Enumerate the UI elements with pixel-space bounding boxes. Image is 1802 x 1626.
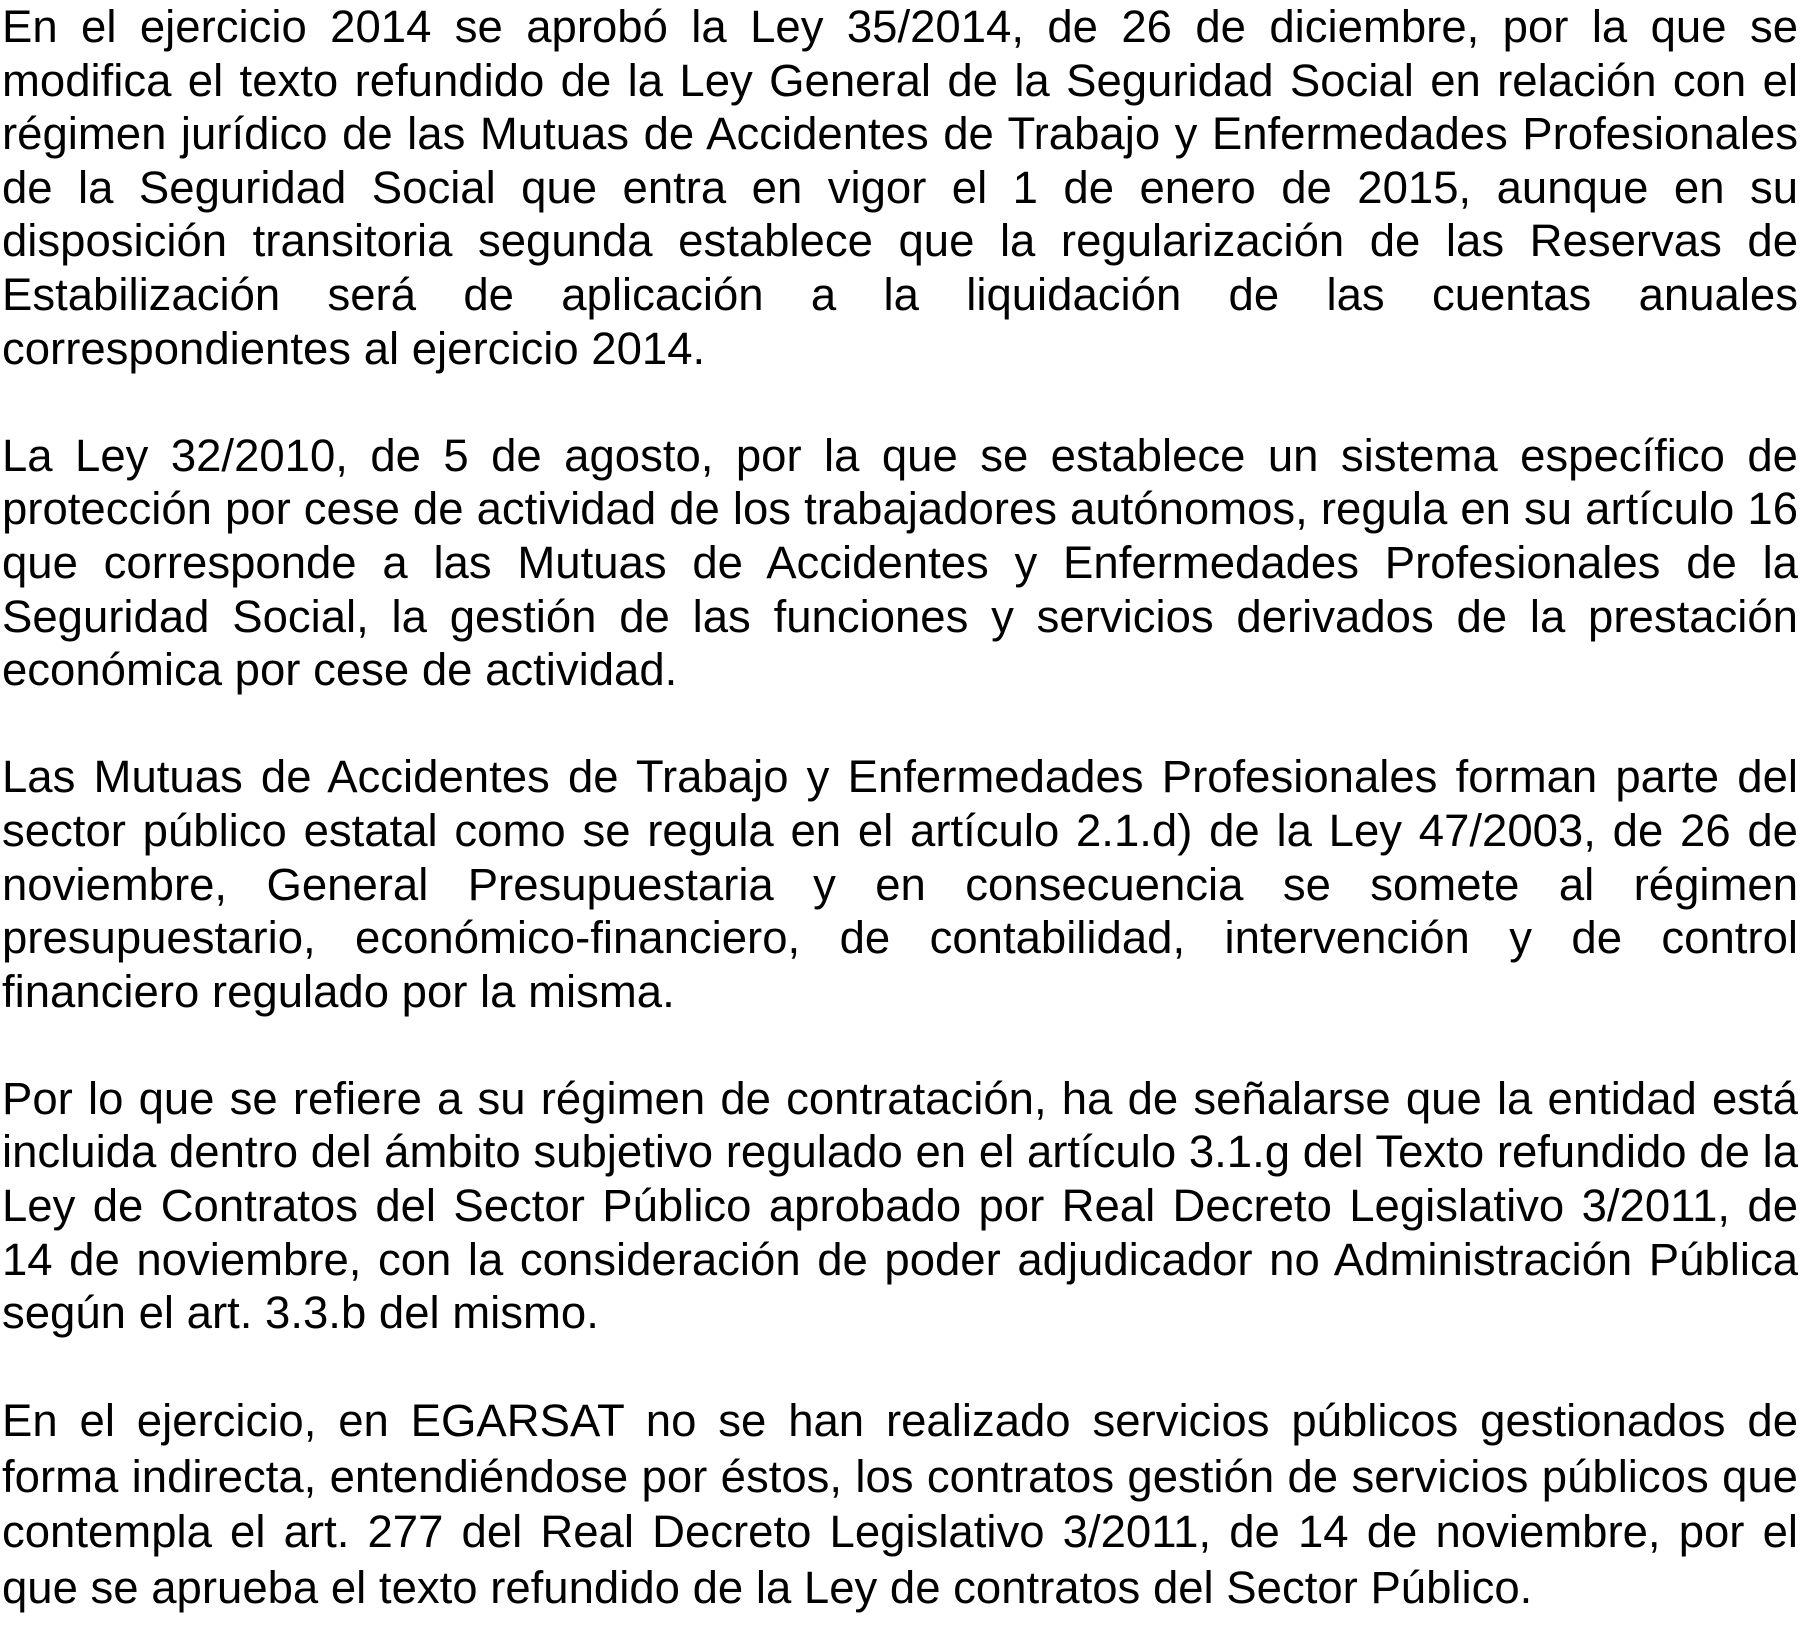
paragraph-sector-publico: Las Mutuas de Accidentes de Trabajo y Enfermedades Profesionales forman parte del sector público estatal como se regula en el artículo 2.1.d) de la Ley 47/2003, de 26 de noviembre, General Presupuestaria y en consecuencia se somete al régimen presupuestario, económico-financiero, de contabilidad, intervención y de control financiero regulado por la misma. — [2, 751, 1798, 1017]
document-page — [2, 0, 1798, 1615]
paragraph-ley-35-2014: En el ejercicio 2014 se aprobó la Ley 35/2014, de 26 de diciembre, por la que se modifica el texto refundido de la Ley General de la Seguridad Social en relación con el régimen jurídico de las Mutuas de Accidentes de Trabajo y Enfermedades Profesionales de la Seguridad Social que entra en vigor el 1 de enero de 2015, aunque en su disposición transitoria segunda establece que la regularización de las Reservas de Estabilización será de aplicación a la liquidación de las cuentas anuales correspondientes al ejercicio 2014. — [2, 1, 1798, 374]
paragraph-ley-32-2010: La Ley 32/2010, de 5 de agosto, por la que se establece un sistema específico de protección por cese de actividad de los trabajadores autónomos, regula en su artículo 16 que corresponde a las Mutuas de Accidentes y Enfermedades Profesionales de la Seguridad Social, la gestión de las funciones y servicios derivados de la prestación económica por cese de actividad. — [2, 429, 1798, 696]
paragraph-regimen-contratacion: Por lo que se refiere a su régimen de contratación, ha de señalarse que la entidad está incluida dentro del ámbito subjetivo regulado en el artículo 3.1.g del Texto refundido de la Ley de Contratos del Sector Público aprobado por Real Decreto Legislativo 3/2011, de 14 de noviembre, con la consideración de poder adjudicador no Administración Pública según el art. 3.3.b del mismo. — [2, 1072, 1798, 1339]
paragraph-servicios-publicos: En el ejercicio, en EGARSAT no se han realizado servicios públicos gestionados de forma indirecta, entendiéndose por éstos, los contratos gestión de servicios públicos que contempla el art. 277 del Real Decreto Legislativo 3/2011, de 14 de noviembre, por el que se aprueba el texto refundido de la Ley de contratos del Sector Público. — [2, 1395, 1798, 1613]
